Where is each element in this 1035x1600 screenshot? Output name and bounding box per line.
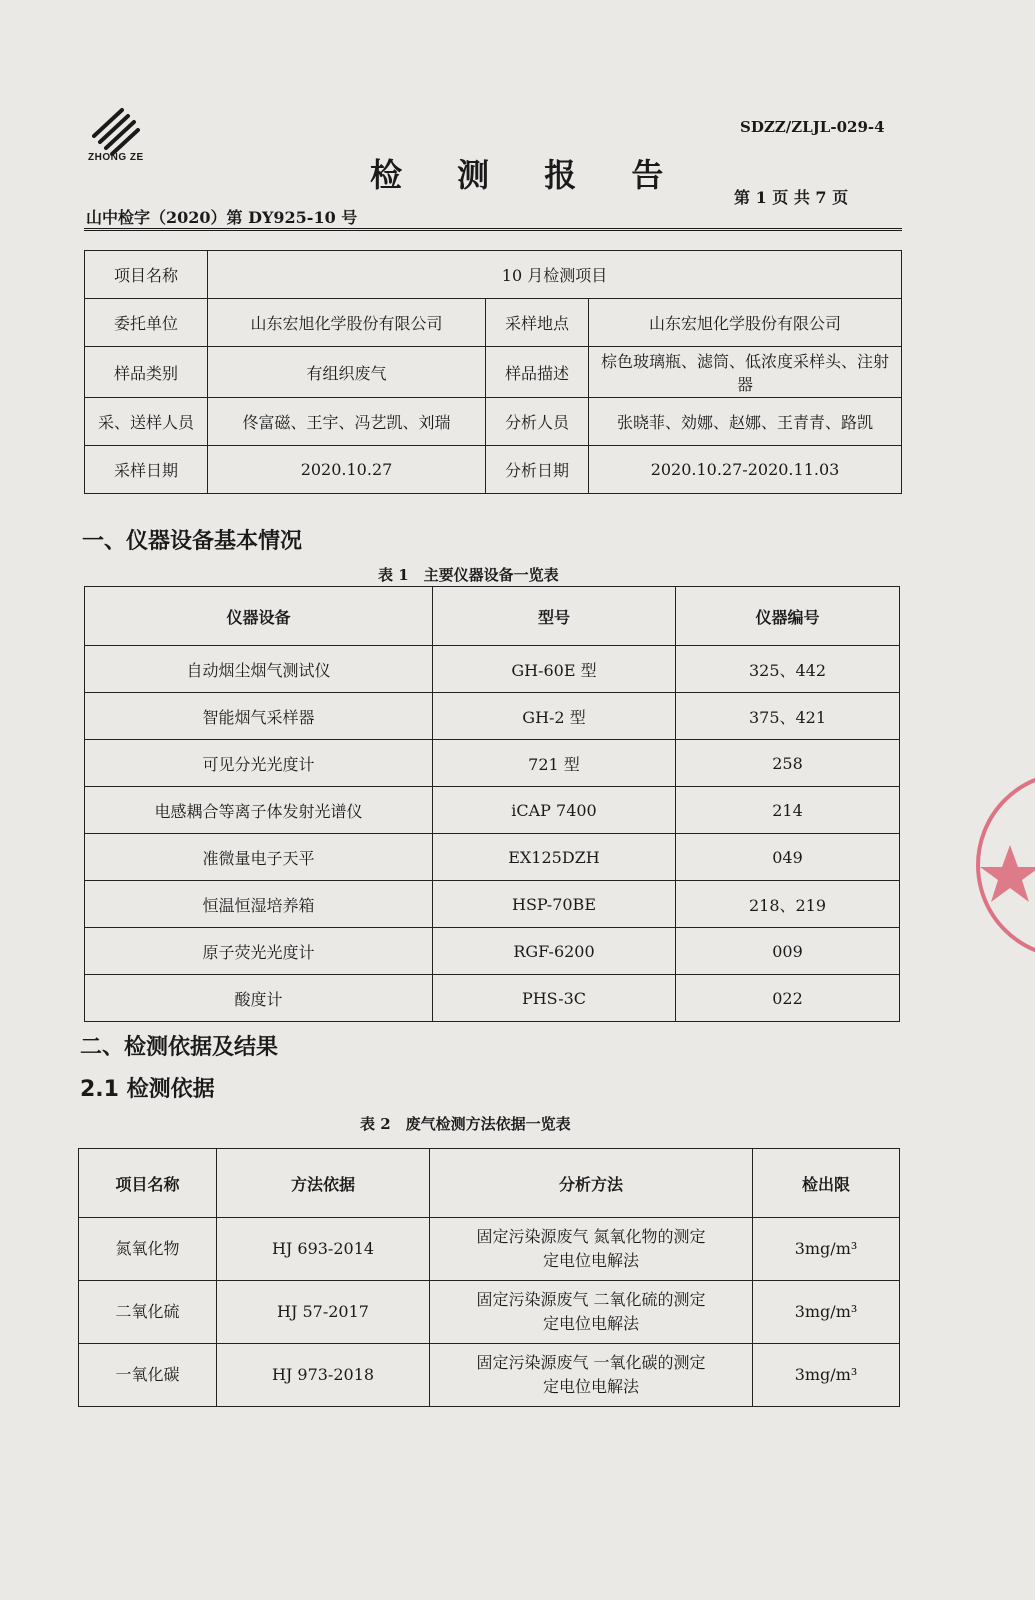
equipment-number-cell: 325、442 (676, 646, 900, 693)
column-header: 方法依据 (217, 1149, 430, 1218)
table-row (85, 834, 900, 881)
equipment-number-cell: 218、219 (676, 881, 900, 928)
table-1-caption: 表 1 主要仪器设备一览表 (378, 566, 559, 584)
model-cell: HSP-70BE (433, 881, 676, 928)
column-header: 型号 (433, 587, 676, 646)
logo-text: ZHONG ZE (88, 152, 144, 163)
analysis-method-cell (430, 1218, 753, 1281)
equipment-name-cell: 酸度计 (85, 975, 433, 1022)
samplers-value: 佟富磁、王宇、冯艺凯、刘瑞 (208, 398, 486, 446)
equipment-name-cell: 自动烟尘烟气测试仪 (85, 646, 433, 693)
sample-date-value: 2020.10.27 (208, 446, 486, 494)
section-1-heading: 一、仪器设备基本情况 (82, 529, 303, 554)
analysis-method-line: 固定污染源废气 一氧化碳的测定 (476, 1353, 706, 1372)
section-2-heading: 二、检测依据及结果 (80, 1035, 279, 1060)
official-seal-stamp (970, 765, 1035, 965)
analysis-method-cell (430, 1281, 753, 1344)
column-header: 项目名称 (79, 1149, 217, 1218)
model-cell: GH-60E 型 (433, 646, 676, 693)
method-table (78, 1148, 900, 1407)
report-number: 山中检字（2020）第 DY925-10 号 (86, 208, 358, 227)
table-row (85, 446, 902, 494)
model-cell: 721 型 (433, 740, 676, 787)
sample-info-table (84, 250, 902, 494)
category-value: 有组织废气 (208, 347, 486, 398)
equipment-name-cell: 可见分光光度计 (85, 740, 433, 787)
client-label: 委托单位 (85, 299, 208, 347)
samplers-label: 采、送样人员 (85, 398, 208, 446)
model-cell: PHS-3C (433, 975, 676, 1022)
equipment-number-cell: 258 (676, 740, 900, 787)
table-row (85, 928, 900, 975)
equipment-table-body (85, 646, 900, 1022)
table-row (85, 975, 900, 1022)
detection-limit-cell: 3mg/m³ (753, 1344, 900, 1407)
table-row (85, 646, 900, 693)
method-table-body (79, 1218, 900, 1407)
method-basis-cell: HJ 693-2014 (217, 1218, 430, 1281)
site-value: 山东宏旭化学股份有限公司 (589, 299, 902, 347)
equipment-name-cell: 准微量电子天平 (85, 834, 433, 881)
table-header-row (79, 1149, 900, 1218)
equipment-number-cell: 375、421 (676, 693, 900, 740)
description-value: 棕色玻璃瓶、滤筒、低浓度采样头、注射器 (589, 347, 902, 398)
project-name-value: 10 月检测项目 (208, 251, 902, 299)
model-cell: iCAP 7400 (433, 787, 676, 834)
model-cell: GH-2 型 (433, 693, 676, 740)
sample-date-label: 采样日期 (85, 446, 208, 494)
detection-limit-cell: 3mg/m³ (753, 1281, 900, 1344)
analysis-method-line: 定电位电解法 (542, 1251, 639, 1270)
equipment-name-cell: 原子荧光光度计 (85, 928, 433, 975)
column-header: 分析方法 (430, 1149, 753, 1218)
equipment-number-cell: 214 (676, 787, 900, 834)
analysis-date-value: 2020.10.27-2020.11.03 (589, 446, 902, 494)
model-cell: RGF-6200 (433, 928, 676, 975)
description-label: 样品描述 (486, 347, 589, 398)
table-row (85, 347, 902, 398)
equipment-name-cell: 电感耦合等离子体发射光谱仪 (85, 787, 433, 834)
analysts-label: 分析人员 (486, 398, 589, 446)
page-info: 第 1 页 共 7 页 (734, 188, 849, 207)
equipment-number-cell: 009 (676, 928, 900, 975)
column-header: 仪器设备 (85, 587, 433, 646)
equipment-number-cell: 022 (676, 975, 900, 1022)
method-basis-cell: HJ 57-2017 (217, 1281, 430, 1344)
document-code: SDZZ/ZLJL-029-4 (740, 118, 885, 136)
analysis-method-line: 定电位电解法 (542, 1377, 639, 1396)
header-divider (84, 228, 902, 231)
client-value: 山东宏旭化学股份有限公司 (208, 299, 486, 347)
category-label: 样品类别 (85, 347, 208, 398)
table-row (85, 740, 900, 787)
table-row (79, 1344, 900, 1407)
report-title: 检 测 报 告 (370, 156, 686, 194)
project-name-label: 项目名称 (85, 251, 208, 299)
method-basis-cell: HJ 973-2018 (217, 1344, 430, 1407)
column-header: 仪器编号 (676, 587, 900, 646)
table-row (85, 299, 902, 347)
equipment-name-cell: 智能烟气采样器 (85, 693, 433, 740)
item-name-cell: 氮氧化物 (79, 1218, 217, 1281)
analysis-date-label: 分析日期 (486, 446, 589, 494)
table-row (85, 693, 900, 740)
site-label: 采样地点 (486, 299, 589, 347)
section-2-1-heading: 2.1 检测依据 (80, 1077, 215, 1102)
analysis-method-cell (430, 1344, 753, 1407)
table-row (85, 251, 902, 299)
equipment-number-cell: 049 (676, 834, 900, 881)
equipment-table (84, 586, 900, 1022)
column-header: 检出限 (753, 1149, 900, 1218)
item-name-cell: 一氧化碳 (79, 1344, 217, 1407)
table-header-row (85, 587, 900, 646)
equipment-name-cell: 恒温恒湿培养箱 (85, 881, 433, 928)
table-row (85, 398, 902, 446)
model-cell: EX125DZH (433, 834, 676, 881)
analysis-method-line: 固定污染源废气 二氧化硫的测定 (476, 1290, 706, 1309)
analysis-method-line: 定电位电解法 (542, 1314, 639, 1333)
table-row (79, 1218, 900, 1281)
table-row (85, 787, 900, 834)
table-2-caption: 表 2 废气检测方法依据一览表 (360, 1115, 571, 1133)
analysis-method-line: 固定污染源废气 氮氧化物的测定 (476, 1227, 706, 1246)
analysts-value: 张晓菲、効娜、赵娜、王青青、路凯 (589, 398, 902, 446)
table-row (79, 1281, 900, 1344)
table-row (85, 881, 900, 928)
item-name-cell: 二氧化硫 (79, 1281, 217, 1344)
detection-limit-cell: 3mg/m³ (753, 1218, 900, 1281)
